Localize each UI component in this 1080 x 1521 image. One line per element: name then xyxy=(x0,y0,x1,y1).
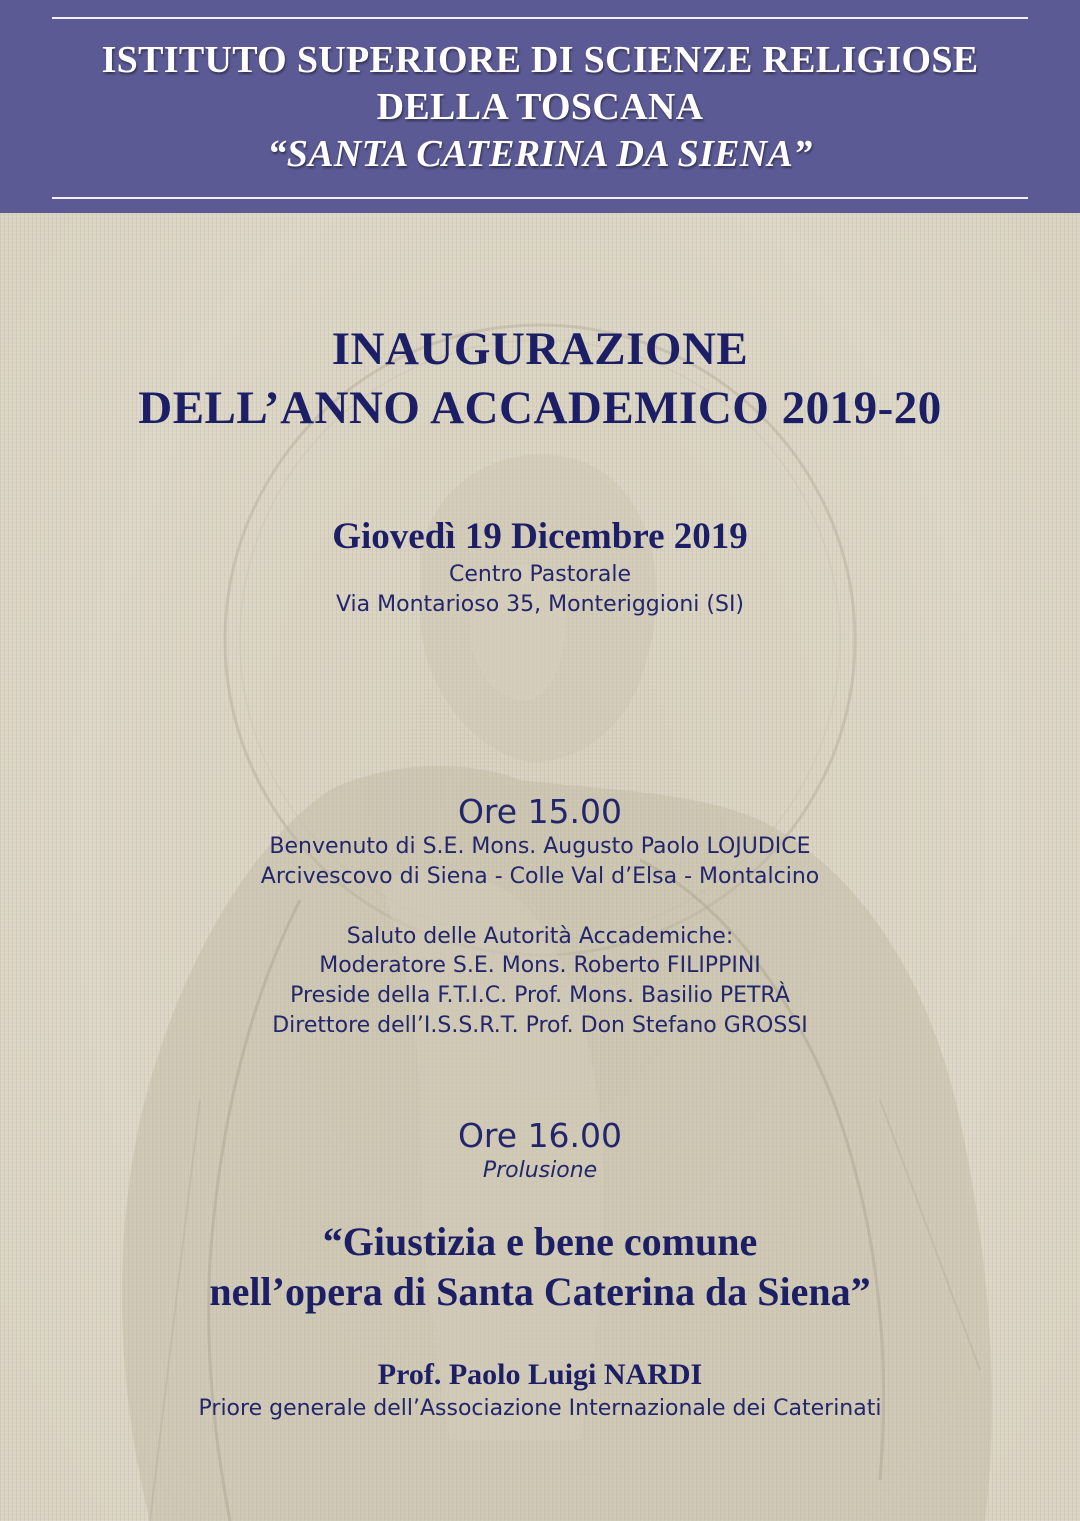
lecture-title-line1: “Giustizia e bene comune xyxy=(322,1219,758,1264)
institute-name-line3: “SANTA CATERINA DA SIENA” xyxy=(267,133,813,175)
session2-time: Ore 16.00 xyxy=(457,1116,623,1155)
session1-welcome-line1: Benvenuto di S.E. Mons. Augusto Paolo LOJUDICE xyxy=(269,834,811,859)
institute-name-line2: DELLA TOSCANA xyxy=(376,86,704,128)
event-title-line1: INAUGURAZIONE xyxy=(331,323,749,375)
event-venue: Centro Pastorale xyxy=(449,562,631,587)
session1-welcome-line2: Arcivescovo di Siena - Colle Val d’Elsa - Montalcino xyxy=(260,864,820,889)
greeting-preside: Preside della F.T.I.C. Prof. Mons. Basilio PETRÀ xyxy=(290,983,790,1008)
event-date: Giovedì 19 Dicembre 2019 xyxy=(332,516,748,557)
greeting-moderator: Moderatore S.E. Mons. Roberto FILIPPINI xyxy=(319,953,761,978)
greeting-direttore: Direttore dell’I.S.S.R.T. Prof. Don Stefano GROSSI xyxy=(272,1013,808,1038)
session1-time: Ore 15.00 xyxy=(457,792,623,831)
header-top-rule xyxy=(52,17,1028,19)
lecture-title-line2: nell’opera di Santa Caterina da Siena” xyxy=(209,1269,871,1314)
event-address: Via Montarioso 35, Monteriggioni (SI) xyxy=(335,592,745,617)
speaker-name: Prof. Paolo Luigi NARDI xyxy=(377,1358,703,1391)
header-bottom-rule xyxy=(52,197,1028,199)
speaker-role: Priore generale dell’Associazione Internazionale dei Caterinati xyxy=(198,1396,882,1421)
event-title-line2: DELL’ANNO ACCADEMICO 2019-20 xyxy=(138,382,942,434)
institute-header xyxy=(0,0,1080,213)
session2-label: Prolusione xyxy=(482,1158,598,1183)
institute-name-line1: ISTITUTO SUPERIORE DI SCIENZE RELIGIOSE xyxy=(101,39,979,81)
greetings-heading: Saluto delle Autorità Accademiche: xyxy=(346,924,734,949)
